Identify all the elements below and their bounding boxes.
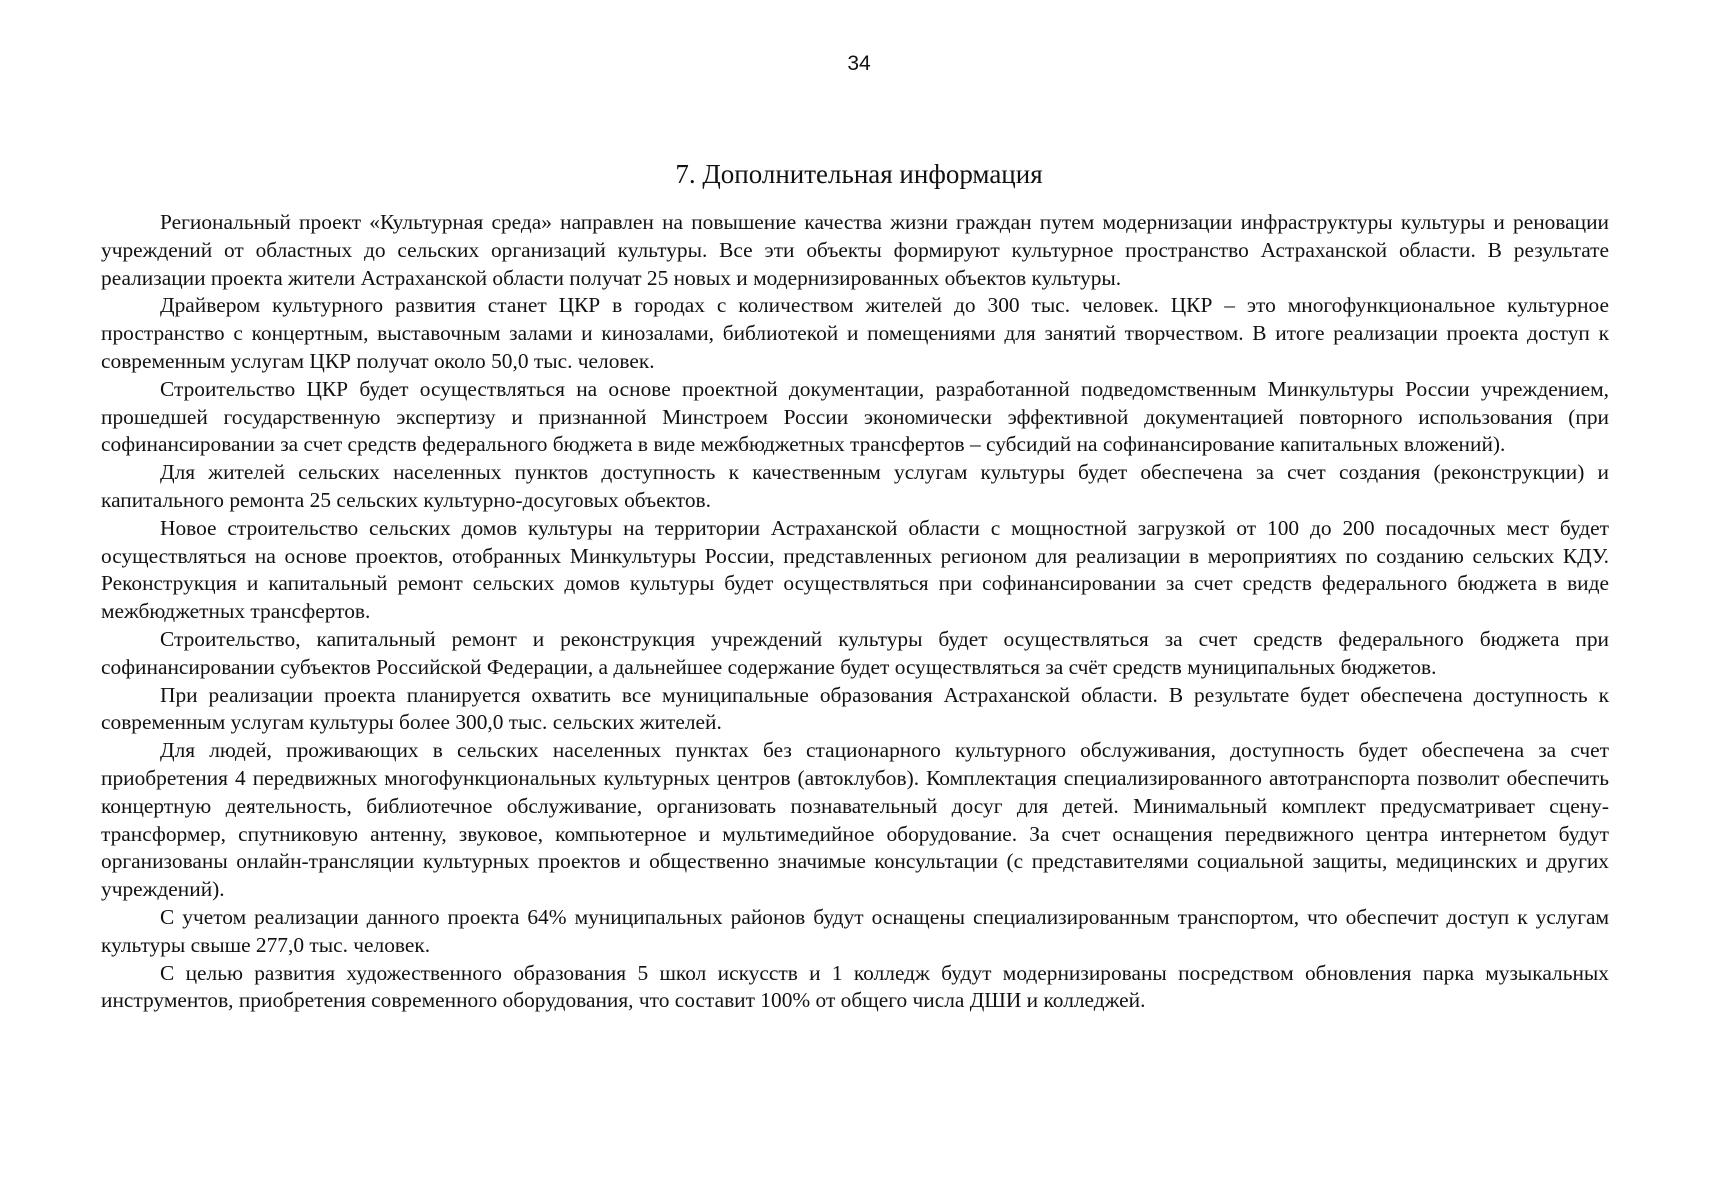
paragraph: Новое строительство сельских домов культуры на территории Астраханской области с мощностной загрузкой от 100 до 200 посадочных мест будет осуществляться на основе проектов, отобранных Минкультуры России, представленных регионом для реализации в мероприятиях по созданию сельских КДУ. Реконструкция и капитальный ремонт сельских домов культуры будет осуществляться при софинансировании за счет средств федерального бюджета в виде межбюджетных трансфертов. bbox=[101, 515, 1609, 624]
paragraph: При реализации проекта планируется охватить все муниципальные образования Астраханской области. В результате будет обеспечена доступность к современным услугам культуры более 300,0 тыс. сельских жителей. bbox=[101, 682, 1609, 735]
section-title: 7. Дополнительная информация bbox=[675, 159, 1043, 189]
paragraph: Строительство, капитальный ремонт и реконструкция учреждений культуры будет осуществляться за счет средств федерального бюджета при софинансировании субъектов Российской Федерации, а дальнейшее содержание будет осуществляться за счёт средств муниципальных бюджетов. bbox=[101, 626, 1609, 679]
paragraph: Строительство ЦКР будет осуществляться на основе проектной документации, разработанной подведомственным Минкультуры России учреждением, прошедшей государственную экспертизу и признанной Минстроем России экономически эффективной документацией повторного использования (при софинансировании за счет средств федерального бюджета в виде межбюджетных трансфертов – субсидий на софинансирование капитальных вложений). bbox=[101, 376, 1609, 457]
paragraph: Драйвером культурного развития станет ЦКР в городах с количеством жителей до 300 тыс. человек. ЦКР – это многофункциональное культурное пространство с концертным, выставочным залами и кинозалами, библиотекой и помещениями для занятий творчеством. В итоге реализации проекта доступ к современным услугам ЦКР получат около 50,0 тыс. человек. bbox=[101, 293, 1609, 373]
paragraph: Региональный проект «Культурная среда» направлен на повышение качества жизни граждан путем модернизации инфраструктуры культуры и реновации учреждений от областных до сельских организаций культуры. Все эти объекты формируют культурное пространство Астраханской области. В результате реализации проекта жители Астраханской области получат 25 новых и модернизированных объектов культуры. bbox=[101, 210, 1609, 290]
paragraph: Для жителей сельских населенных пунктов доступность к качественным услугам культуры будет обеспечена за счет создания (реконструкции) и капитального ремонта 25 сельских культурно-досуговых объектов. bbox=[101, 460, 1609, 512]
paragraph: Для людей, проживающих в сельских населенных пунктах без стационарного культурного обслуживания, доступность будет обеспечена за счет приобретения 4 передвижных многофункциональных культурных центров (автоклубов). Комплектация специализированного автотранспорта позволит обеспечить концертную деятельность, библиотечное обслуживание, организовать познавательный досуг для детей. Минимальный комплект предусматривает сцену-трансформер, спутниковую антенну, звуковое, компьютерное и мультимедийное оборудование. За счет оснащения передвижного центра интернетом будут организованы онлайн-трансляции культурных проектов и общественно значимые консультации (с представителями социальной защиты, медицинских и других учреждений). bbox=[101, 738, 1609, 902]
paragraph: С учетом реализации данного проекта 64% муниципальных районов будут оснащены специализированным транспортом, что обеспечит доступ к услугам культуры свыше 277,0 тыс. человек. bbox=[101, 904, 1609, 957]
paragraph: С целью развития художественного образования 5 школ искусств и 1 колледж будут модернизированы посредством обновления парка музыкальных инструментов, приобретения современного оборудования, что составит 100% от общего числа ДШИ и колледжей. bbox=[101, 960, 1609, 1013]
page-number: 34 bbox=[847, 52, 871, 75]
body-text bbox=[101, 209, 1609, 1015]
